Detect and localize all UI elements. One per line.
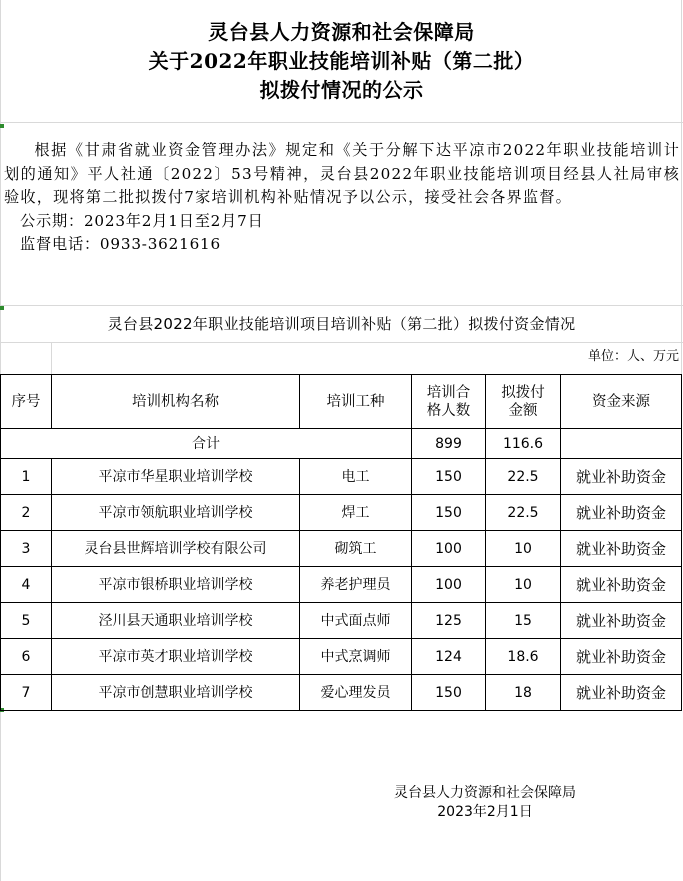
cell-org: 平凉市华星职业培训学校 [52, 459, 300, 495]
cell-amount: 10 [486, 567, 561, 603]
cell-amount: 15 [486, 603, 561, 639]
cell-seq: 2 [1, 495, 52, 531]
cell-seq: 1 [1, 459, 52, 495]
cell-trade: 砌筑工 [300, 531, 412, 567]
document-title [0, 0, 683, 122]
title-line-3: 拟拨付情况的公示 [259, 78, 424, 102]
cell-source: 就业补助资金 [561, 639, 682, 675]
cell-amount: 10 [486, 531, 561, 567]
header-source: 资金来源 [561, 375, 682, 429]
table-row [1, 639, 682, 675]
signature-org: 灵台县人力资源和社会保障局 [394, 785, 576, 801]
cell-trade: 焊工 [300, 495, 412, 531]
cell-qualified: 100 [412, 531, 486, 567]
cell-trade: 电工 [300, 459, 412, 495]
notice-phone: 监督电话：0933-3621616 [20, 235, 221, 254]
total-amount: 116.6 [486, 429, 561, 459]
signature-date: 2023年2月1日 [437, 804, 533, 820]
cell-qualified: 150 [412, 675, 486, 711]
grid-line [51, 342, 52, 374]
table-row [1, 675, 682, 711]
table-row [1, 567, 682, 603]
notice-body: 根据《甘肃省就业资金管理办法》规定和《关于分解下达平凉市2022年职业技能培训计划的通知》平人社通〔2022〕53号精神，灵台县2022年职业技能培训项目经县人社局审核验收，现将第二批拟拨付7家培训机构补贴情况予以公示，接受社会各界监督。 [4, 141, 680, 207]
total-qualified: 899 [412, 429, 486, 459]
table-row [1, 495, 682, 531]
header-seq: 序号 [1, 375, 52, 429]
cell-marker [0, 124, 4, 128]
table-total-row [1, 429, 682, 459]
header-amount: 拟拨付金额 [486, 375, 561, 429]
signature-block [360, 784, 610, 822]
cell-source: 就业补助资金 [561, 531, 682, 567]
total-label: 合计 [1, 429, 412, 459]
notice-period: 公示期：2023年2月1日至2月7日 [20, 211, 264, 230]
cell-seq: 6 [1, 639, 52, 675]
table-row [1, 531, 682, 567]
cell-amount: 22.5 [486, 459, 561, 495]
cell-org: 灵台县世辉培训学校有限公司 [52, 531, 300, 567]
cell-source: 就业补助资金 [561, 495, 682, 531]
cell-trade: 养老护理员 [300, 567, 412, 603]
unit-label: 单位：人、万元 [587, 349, 679, 364]
table-row [1, 603, 682, 639]
header-trade: 培训工种 [300, 375, 412, 429]
cell-org: 平凉市领航职业培训学校 [52, 495, 300, 531]
title-line-1: 灵台县人力资源和社会保障局 [208, 20, 475, 44]
cell-source: 就业补助资金 [561, 567, 682, 603]
notice-section [4, 139, 680, 257]
subsidy-table [0, 374, 682, 711]
cell-amount: 18.6 [486, 639, 561, 675]
cell-org: 泾川县天通职业培训学校 [52, 603, 300, 639]
header-qualified: 培训合格人数 [412, 375, 486, 429]
cell-qualified: 124 [412, 639, 486, 675]
cell-qualified: 100 [412, 567, 486, 603]
table-row [1, 459, 682, 495]
cell-org: 平凉市英才职业培训学校 [52, 639, 300, 675]
title-line-2: 关于2022年职业技能培训补贴（第二批） [148, 49, 535, 73]
cell-seq: 4 [1, 567, 52, 603]
total-source [561, 429, 682, 459]
grid-line [0, 342, 683, 343]
cell-qualified: 125 [412, 603, 486, 639]
cell-qualified: 150 [412, 495, 486, 531]
header-org: 培训机构名称 [52, 375, 300, 429]
cell-trade: 爱心理发员 [300, 675, 412, 711]
cell-trade: 中式烹调师 [300, 639, 412, 675]
cell-seq: 5 [1, 603, 52, 639]
table-title: 灵台县2022年职业技能培训项目培训补贴（第二批）拟拨付资金情况 [107, 315, 576, 333]
cell-qualified: 150 [412, 459, 486, 495]
cell-trade: 中式面点师 [300, 603, 412, 639]
cell-source: 就业补助资金 [561, 675, 682, 711]
grid-line [0, 122, 683, 123]
cell-source: 就业补助资金 [561, 603, 682, 639]
cell-seq: 7 [1, 675, 52, 711]
table-header-row [1, 375, 682, 429]
cell-source: 就业补助资金 [561, 459, 682, 495]
cell-org: 平凉市创慧职业培训学校 [52, 675, 300, 711]
cell-org: 平凉市银桥职业培训学校 [52, 567, 300, 603]
cell-amount: 18 [486, 675, 561, 711]
cell-seq: 3 [1, 531, 52, 567]
cell-amount: 22.5 [486, 495, 561, 531]
